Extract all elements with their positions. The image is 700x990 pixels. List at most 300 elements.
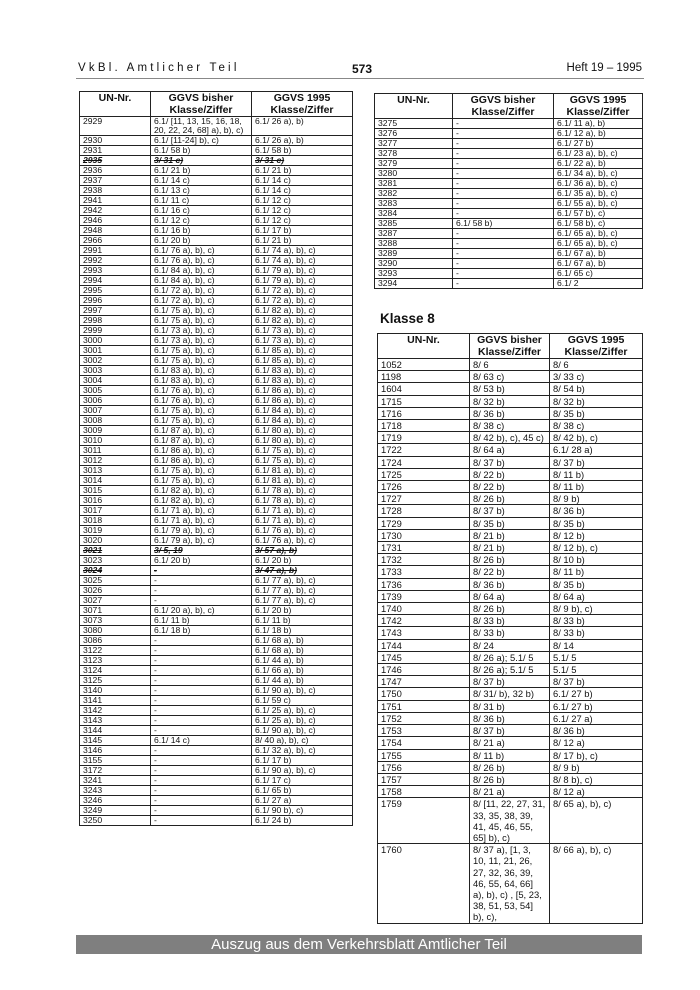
table-row (80, 446, 353, 456)
table-row (378, 627, 643, 639)
table-row (378, 395, 643, 407)
cell-un: 3287 (375, 229, 453, 239)
cell-old: - (151, 786, 252, 796)
cell-new: 6.1/ 77 a), b), c) (252, 596, 353, 606)
cell-old: 8/ 36 b) (470, 407, 550, 419)
cell-new: 6.1/ 85 a), b), c) (252, 346, 353, 356)
cell-old: - (453, 279, 554, 289)
cell-un: 3277 (375, 139, 453, 149)
table-row (378, 844, 643, 923)
cell-new: 6.1/ 81 a), b), c) (252, 466, 353, 476)
cell-old: 6.1/ 75 a), b), c) (151, 476, 252, 486)
cell-new: 6.1/ 79 a), b), c) (252, 276, 353, 286)
cell-un: 3243 (80, 786, 151, 796)
cell-un: 3276 (375, 129, 453, 139)
table-row (80, 166, 353, 176)
table-row (378, 542, 643, 554)
table-row (80, 706, 353, 716)
cell-new: 8/ 12 b) (550, 529, 643, 541)
cell-un: 3289 (375, 249, 453, 259)
table-row (80, 636, 353, 646)
cell-un: 3018 (80, 516, 151, 526)
cell-old: 6.1/ 75 a), b), c) (151, 316, 252, 326)
cell-old: 8/ 26 b) (470, 554, 550, 566)
cell-new: 6.1/ 85 a), b), c) (252, 356, 353, 366)
table-row (80, 796, 353, 806)
cell-un: 3172 (80, 766, 151, 776)
cell-old: 6.1/ 75 a), b), c) (151, 356, 252, 366)
table-row (375, 179, 643, 189)
table-header-row (378, 334, 643, 359)
cell-old: 6.1/ 79 a), b), c) (151, 536, 252, 546)
cell-old: - (453, 199, 554, 209)
table-row (80, 296, 353, 306)
cell-new: 8/ 66 a), b), c) (550, 844, 643, 923)
cell-old: 8/ 37 b) (470, 725, 550, 737)
table-row (375, 249, 643, 259)
cell-un: 3284 (375, 209, 453, 219)
table-row (80, 276, 353, 286)
cell-old: - (453, 209, 554, 219)
cell-un: 1752 (378, 712, 470, 724)
table-row (378, 407, 643, 419)
table-row (378, 481, 643, 493)
table-row (378, 725, 643, 737)
cell-un: 1758 (378, 786, 470, 798)
cell-un: 1731 (378, 542, 470, 554)
header-rule (76, 78, 644, 79)
cell-old: 8/ 26 b) (470, 761, 550, 773)
table-row (378, 749, 643, 761)
cell-new: 6.1/ 12 c) (252, 196, 353, 206)
cell-un: 2929 (80, 117, 151, 136)
cell-old: - (453, 239, 554, 249)
table-row (80, 686, 353, 696)
cell-new: 6.1/ 72 a), b), c) (252, 286, 353, 296)
cell-un: 2999 (80, 326, 151, 336)
cell-new: 8/ 64 a) (550, 590, 643, 602)
table-row (378, 517, 643, 529)
table-row (375, 219, 643, 229)
cell-new: 8/ 54 b) (550, 383, 643, 395)
cell-old: 8/ 11 b) (470, 749, 550, 761)
table-row (80, 496, 353, 506)
cell-new: 6.1/ 71 a), b), c) (252, 516, 353, 526)
cell-un: 3278 (375, 149, 453, 159)
table-row (80, 466, 353, 476)
cell-new: 6.1/ 12 c) (252, 216, 353, 226)
cell-new: 5.1/ 5 (550, 664, 643, 676)
table-row (80, 716, 353, 726)
table-row (378, 456, 643, 468)
table-row (378, 737, 643, 749)
cell-old: 6.1/ 11 c) (151, 196, 252, 206)
cell-new: 6.1/ 86 a), b), c) (252, 396, 353, 406)
cell-un: 3017 (80, 506, 151, 516)
table-row (80, 696, 353, 706)
table-row (375, 159, 643, 169)
cell-un: 1736 (378, 578, 470, 590)
table-row (80, 606, 353, 616)
cell-new: 6.1/ 34 a), b), c) (554, 169, 643, 179)
cell-new: 6.1/ 78 a), b), c) (252, 496, 353, 506)
col-old: GGVS bisher Klasse/Ziffer (453, 94, 554, 119)
cell-new: 6.1/ 84 a), b), c) (252, 406, 353, 416)
table-row (378, 432, 643, 444)
cell-un: 3071 (80, 606, 151, 616)
cell-new: 8/ 10 b) (550, 554, 643, 566)
page-number: 573 (352, 62, 373, 76)
cell-new: 3/ 31 c) (252, 156, 353, 166)
cell-old: 8/ 64 a) (470, 444, 550, 456)
cell-old: 3/ 31 c) (151, 156, 252, 166)
table-row (80, 396, 353, 406)
cell-old: 8/ 36 b) (470, 712, 550, 724)
cell-un: 3073 (80, 616, 151, 626)
cell-new: 6.1/ 86 a), b), c) (252, 386, 353, 396)
cell-new: 6.1/ 11 a), b) (554, 119, 643, 129)
table-header-row (80, 92, 353, 117)
cell-un: 1052 (378, 359, 470, 371)
table-row (80, 186, 353, 196)
table-row (80, 766, 353, 776)
cell-un: 3016 (80, 496, 151, 506)
cell-new: 3/ 47 a), b) (252, 566, 353, 576)
col-old: GGVS bisher Klasse/Ziffer (470, 334, 550, 359)
cell-un: 1753 (378, 725, 470, 737)
table-row (80, 566, 353, 576)
cell-new: 6.1/ 84 a), b), c) (252, 416, 353, 426)
cell-new: 6.1/ 73 a), b), c) (252, 326, 353, 336)
cell-new: 8/ 33 b) (550, 627, 643, 639)
cell-un: 1715 (378, 395, 470, 407)
cell-old: - (453, 249, 554, 259)
table-row (80, 736, 353, 746)
cell-un: 2996 (80, 296, 151, 306)
cell-un: 1725 (378, 468, 470, 480)
cell-new: 6.1/ 44 a), b) (252, 656, 353, 666)
cell-new: 6.1/ 21 b) (252, 166, 353, 176)
cell-old: 6.1/ 18 b) (151, 626, 252, 636)
cell-un: 1757 (378, 773, 470, 785)
cell-old: 6.1/ 76 a), b), c) (151, 256, 252, 266)
cell-old: 8/ 26 b) (470, 603, 550, 615)
table-row (80, 346, 353, 356)
cell-un: 3290 (375, 259, 453, 269)
cell-new: 8/ 38 c) (550, 420, 643, 432)
cell-old: 6.1/ 58 b) (453, 219, 554, 229)
cell-un: 3124 (80, 666, 151, 676)
cell-un: 3281 (375, 179, 453, 189)
cell-old: 8/ 26 a); 5.1/ 5 (470, 664, 550, 676)
cell-old: 8/ 33 b) (470, 627, 550, 639)
cell-new: 8/ 12 a) (550, 737, 643, 749)
cell-old: - (151, 716, 252, 726)
cell-old: 8/ 24 (470, 639, 550, 651)
cell-un: 1724 (378, 456, 470, 468)
cell-un: 1722 (378, 444, 470, 456)
cell-un: 3009 (80, 426, 151, 436)
cell-old: 6.1/ 21 b) (151, 166, 252, 176)
cell-new: 6.1/ 82 a), b), c) (252, 316, 353, 326)
cell-un: 3143 (80, 716, 151, 726)
cell-new: 6.1/ 27 b) (550, 700, 643, 712)
table-row (378, 651, 643, 663)
table-row (378, 468, 643, 480)
cell-un: 3024 (80, 566, 151, 576)
cell-old: - (151, 596, 252, 606)
cell-old: 8/ 36 b) (470, 578, 550, 590)
issue-label: Heft 19 – 1995 (566, 62, 642, 74)
cell-un: 3023 (80, 556, 151, 566)
cell-new: 8/ 6 (550, 359, 643, 371)
cell-new: 6.1/ 90 a), b), c) (252, 766, 353, 776)
table-row (378, 688, 643, 700)
cell-new: 8/ 17 b), c) (550, 749, 643, 761)
cell-old: - (453, 129, 554, 139)
cell-old: - (453, 139, 554, 149)
cell-old: 8/ 42 b), c), 45 c) (470, 432, 550, 444)
table-row (378, 383, 643, 395)
table-row (80, 156, 353, 166)
cell-old: 6.1/ 75 a), b), c) (151, 416, 252, 426)
cell-old: - (453, 119, 554, 129)
cell-new: 6.1/ 11 b) (252, 616, 353, 626)
cell-new: 6.1/ 79 a), b), c) (252, 266, 353, 276)
table-row (378, 798, 643, 844)
table-row (378, 664, 643, 676)
table-row (80, 506, 353, 516)
table-row (378, 590, 643, 602)
cell-old: 8/ 26 a); 5.1/ 5 (470, 651, 550, 663)
table-row (80, 776, 353, 786)
table-row (80, 406, 353, 416)
table-row (80, 416, 353, 426)
cell-un: 3122 (80, 646, 151, 656)
cell-old: 6.1/ 20 a), b), c) (151, 606, 252, 616)
cell-un: 3011 (80, 446, 151, 456)
cell-un: 1718 (378, 420, 470, 432)
section-heading-klasse8: Klasse 8 (380, 311, 435, 326)
table-row (80, 266, 353, 276)
cell-old: 8/ 35 b) (470, 517, 550, 529)
cell-new: 6.1/ 65 a), b), c) (554, 239, 643, 249)
cell-new: 6.1/ 81 a), b), c) (252, 476, 353, 486)
cell-new: 3/ 57 a), b) (252, 546, 353, 556)
footer-banner: Auszug aus dem Verkehrsblatt Amtlicher Teil (76, 935, 642, 954)
table-row (378, 761, 643, 773)
cell-un: 2948 (80, 226, 151, 236)
table-row (80, 576, 353, 586)
cell-new: 6.1/ 23 a), b), c) (554, 149, 643, 159)
cell-old: 6.1/ [11-24] b), c) (151, 136, 252, 146)
cell-un: 1747 (378, 676, 470, 688)
cell-new: 6.1/ 77 a), b), c) (252, 586, 353, 596)
cell-old: 6.1/ 76 a), b), c) (151, 396, 252, 406)
cell-old: - (453, 179, 554, 189)
cell-old: - (453, 159, 554, 169)
table-row (375, 189, 643, 199)
cell-old: - (151, 726, 252, 736)
table-row (375, 199, 643, 209)
table-row (80, 216, 353, 226)
table-row (80, 586, 353, 596)
cell-new: 6.1/ 21 b) (252, 236, 353, 246)
cell-old: 6.1/ 82 a), b), c) (151, 496, 252, 506)
cell-un: 1754 (378, 737, 470, 749)
cell-un: 2936 (80, 166, 151, 176)
cell-un: 1730 (378, 529, 470, 541)
cell-new: 6.1/ 65 b) (252, 786, 353, 796)
cell-old: 8/ 22 b) (470, 481, 550, 493)
cell-old: - (453, 189, 554, 199)
cell-old: 8/ 31 b) (470, 700, 550, 712)
cell-old: 8/ 37 b) (470, 505, 550, 517)
cell-old: 6.1/ 84 a), b), c) (151, 276, 252, 286)
cell-un: 2946 (80, 216, 151, 226)
cell-old: 6.1/ 75 a), b), c) (151, 306, 252, 316)
cell-old: 8/ [11, 22, 27, 31, 33, 35, 38, 39, 41, 45, 46, 55, 65] b), c) (470, 798, 550, 844)
cell-un: 1732 (378, 554, 470, 566)
cell-old: - (151, 686, 252, 696)
cell-un: 1727 (378, 493, 470, 505)
table-row (375, 149, 643, 159)
table-row (80, 316, 353, 326)
cell-un: 3013 (80, 466, 151, 476)
cell-un: 1743 (378, 627, 470, 639)
cell-old: - (453, 259, 554, 269)
cell-old: - (453, 169, 554, 179)
table-row (375, 169, 643, 179)
table-row (80, 666, 353, 676)
cell-new: 6.1/ 59 c) (252, 696, 353, 706)
cell-old: 6.1/ 72 a), b), c) (151, 296, 252, 306)
table-header-row (375, 94, 643, 119)
cell-new: 6.1/ 26 a), b) (252, 136, 353, 146)
cell-old: 6.1/ 72 a), b), c) (151, 286, 252, 296)
cell-new: 6.1/ 76 a), b), c) (252, 536, 353, 546)
table-row (80, 646, 353, 656)
cell-new: 6.1/ 58 b) (252, 146, 353, 156)
table-row (80, 226, 353, 236)
journal-name: VkBl. Amtlicher Teil (78, 62, 240, 74)
cell-new: 6.1/ 17 c) (252, 776, 353, 786)
col-new: GGVS 1995 Klasse/Ziffer (252, 92, 353, 117)
cell-un: 3004 (80, 376, 151, 386)
cell-old: 6.1/ 13 c) (151, 186, 252, 196)
cell-old: 6.1/ 14 c) (151, 736, 252, 746)
cell-new: 6.1/ 66 a), b) (252, 666, 353, 676)
cell-un: 3014 (80, 476, 151, 486)
cell-old: 6.1/ 12 c) (151, 216, 252, 226)
cell-un: 3285 (375, 219, 453, 229)
cell-new: 6.1/ 27 a) (550, 712, 643, 724)
cell-new: 6.1/ 17 b) (252, 756, 353, 766)
cell-un: 2931 (80, 146, 151, 156)
cell-old: - (151, 816, 252, 826)
cell-old: - (151, 576, 252, 586)
cell-new: 6.1/ 17 b) (252, 226, 353, 236)
cell-un: 2938 (80, 186, 151, 196)
cell-un: 3021 (80, 546, 151, 556)
cell-un: 1742 (378, 615, 470, 627)
table-row (80, 676, 353, 686)
cell-un: 3007 (80, 406, 151, 416)
table-row (80, 386, 353, 396)
cell-old: 6.1/ 86 a), b), c) (151, 446, 252, 456)
cell-new: 6.1/ 27 b) (550, 688, 643, 700)
cell-old: 8/ 37 b) (470, 676, 550, 688)
cell-un: 2994 (80, 276, 151, 286)
cell-new: 6.1/ 90 a), b), c) (252, 686, 353, 696)
cell-new: 6.1/ 75 a), b), c) (252, 446, 353, 456)
cell-new: 6.1/ 27 b) (554, 139, 643, 149)
table-row (80, 176, 353, 186)
cell-old: - (453, 149, 554, 159)
table-row (378, 676, 643, 688)
cell-new: 8/ 65 a), b), c) (550, 798, 643, 844)
table-row (80, 426, 353, 436)
cell-old: 8/ 38 c) (470, 420, 550, 432)
table-row (378, 773, 643, 785)
cell-new: 8/ 36 b) (550, 505, 643, 517)
cell-old: 6.1/ 20 b) (151, 556, 252, 566)
table-row (80, 806, 353, 816)
cell-new: 6.1/ 76 a), b), c) (252, 526, 353, 536)
table-row (80, 516, 353, 526)
cell-un: 1604 (378, 383, 470, 395)
cell-un: 1746 (378, 664, 470, 676)
table-row (80, 596, 353, 606)
cell-new: 6.1/ 74 a), b), c) (252, 256, 353, 266)
cell-new: 8/ 11 b) (550, 566, 643, 578)
cell-new: 6.1/ 72 a), b), c) (252, 296, 353, 306)
table-row (80, 206, 353, 216)
cell-new: 6.1/ 55 a), b), c) (554, 199, 643, 209)
cell-old: 8/ 22 b) (470, 468, 550, 480)
cell-new: 8/ 12 b), c) (550, 542, 643, 554)
cell-un: 1740 (378, 603, 470, 615)
cell-un: 3080 (80, 626, 151, 636)
table-row (80, 556, 353, 566)
cell-old: 6.1/ 76 a), b), c) (151, 246, 252, 256)
cell-new: 6.1/ 67 a), b) (554, 259, 643, 269)
cell-new: 6.1/ 65 c) (554, 269, 643, 279)
col-un: UN-Nr. (80, 92, 151, 117)
cell-un: 2935 (80, 156, 151, 166)
cell-old: 8/ 26 b) (470, 773, 550, 785)
table-row (378, 700, 643, 712)
table-row (80, 786, 353, 796)
cell-un: 1729 (378, 517, 470, 529)
table-row (375, 269, 643, 279)
cell-un: 3002 (80, 356, 151, 366)
cell-new: 6.1/ 57 b), c) (554, 209, 643, 219)
cell-un: 1750 (378, 688, 470, 700)
cell-old: 6.1/ 84 a), b), c) (151, 266, 252, 276)
table-row (80, 256, 353, 266)
cell-old: 6.1/ 83 a), b), c) (151, 366, 252, 376)
table-row (80, 376, 353, 386)
cell-un: 3288 (375, 239, 453, 249)
cell-un: 1760 (378, 844, 470, 923)
cell-old: 6.1/ 82 a), b), c) (151, 486, 252, 496)
cell-un: 3123 (80, 656, 151, 666)
col-old: GGVS bisher Klasse/Ziffer (151, 92, 252, 117)
cell-new: 3/ 33 c) (550, 371, 643, 383)
cell-new: 6.1/ 83 a), b), c) (252, 376, 353, 386)
table-row (80, 726, 353, 736)
